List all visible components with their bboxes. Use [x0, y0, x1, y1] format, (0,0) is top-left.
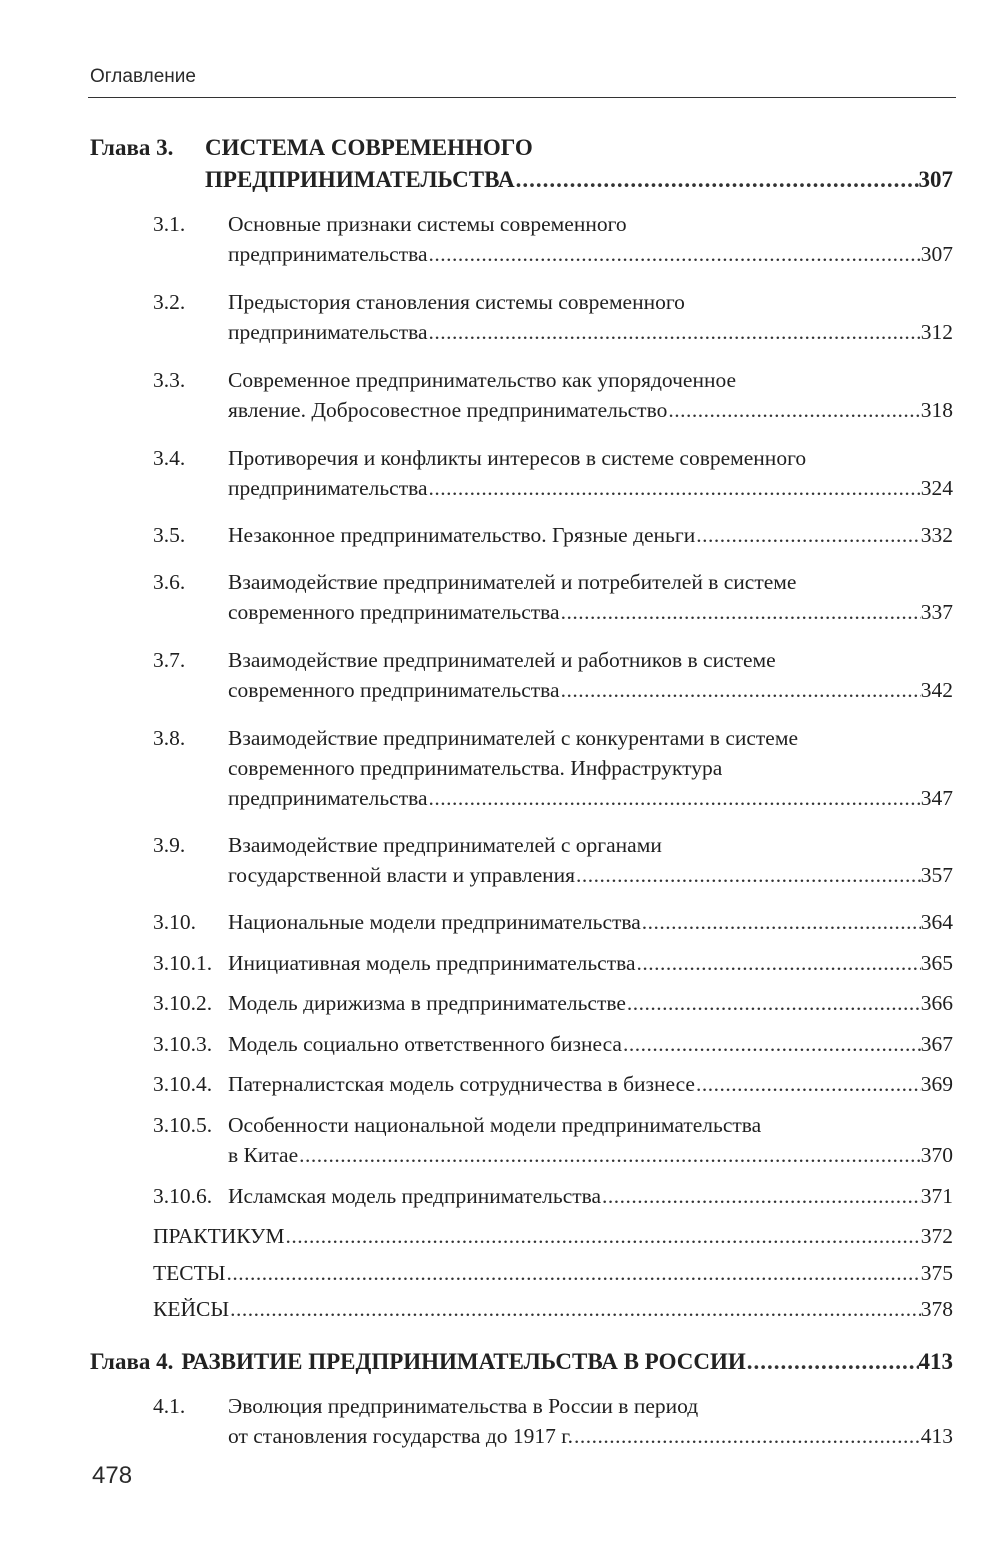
section-entry-last-line: [228, 674, 953, 706]
dot-leader: [428, 238, 921, 270]
section-number: 3.4.: [153, 446, 186, 470]
chapter-3-title-line-2: [205, 164, 953, 196]
section-title: современного предпринимательства: [228, 600, 560, 624]
header-rule: [88, 97, 956, 98]
dot-leader: [226, 1257, 921, 1289]
dot-leader: [667, 394, 920, 426]
section-title-line: Взаимодействие предпринимателей и потребителей в системе: [228, 570, 797, 594]
section-page: 367: [920, 1032, 953, 1056]
dot-leader: [695, 1068, 921, 1100]
section-title-line: Особенности национальной модели предпринимательства: [228, 1113, 762, 1137]
section-entry-last-line: [228, 472, 953, 504]
dot-leader: [573, 1420, 921, 1452]
section-page: 347: [920, 786, 953, 810]
section-page: 370: [920, 1143, 953, 1167]
section-number: 3.10.: [153, 910, 196, 934]
section-page: 413: [920, 1424, 953, 1448]
section-entry-last-line: [228, 1028, 953, 1060]
section-page: 324: [920, 476, 953, 500]
dot-leader: [285, 1220, 921, 1252]
chapter-4-title: РАЗВИТИЕ ПРЕДПРИНИМАТЕЛЬСТВА В РОССИИ: [181, 1349, 746, 1374]
section-title-line: Предыстория становления системы современного: [228, 290, 685, 314]
section-entry-last-line: [228, 906, 953, 938]
section-title-line: Взаимодействие предпринимателей и работников в системе: [228, 648, 776, 672]
section-title-line: Основные признаки системы современного: [228, 212, 627, 236]
section-entry-last-line: [228, 1420, 953, 1452]
section-number: 3.10.4.: [153, 1072, 213, 1096]
section-entry-last-line: [228, 1180, 953, 1212]
section-number: 3.2.: [153, 290, 186, 314]
section-title: от становления государства до 1917 г.: [228, 1424, 574, 1448]
section-entry-last-line: [228, 782, 953, 814]
section-title-line: Противоречия и конфликты интересов в системе современного: [228, 446, 807, 470]
appendix-page: 372: [920, 1224, 953, 1248]
dot-leader: [560, 674, 921, 706]
section-title: Модель социально ответственного бизнеса: [228, 1032, 622, 1056]
appendix-entry: [153, 1257, 953, 1289]
section-page: 318: [920, 398, 953, 422]
section-title-line: современного предпринимательства. Инфраструктура: [228, 756, 723, 780]
dot-leader: [575, 859, 921, 891]
section-number: 3.10.3.: [153, 1032, 213, 1056]
section-entry-last-line: [228, 1139, 953, 1171]
section-title: в Китае: [228, 1143, 299, 1167]
section-page: 371: [920, 1184, 953, 1208]
section-number: 3.8.: [153, 726, 186, 750]
section-entry-last-line: [228, 238, 953, 270]
section-title: современного предпринимательства: [228, 678, 560, 702]
section-number: 3.10.1.: [153, 951, 213, 975]
section-entry-last-line: [228, 394, 953, 426]
section-number: 3.10.2.: [153, 991, 213, 1015]
section-page: 369: [920, 1072, 953, 1096]
dot-leader: [428, 316, 921, 348]
dot-leader: [636, 947, 921, 979]
section-number: 3.7.: [153, 648, 186, 672]
section-title: предпринимательства: [228, 320, 428, 344]
chapter-3-label: Глава 3.: [90, 135, 174, 160]
dot-leader: [229, 1293, 921, 1325]
section-number: 3.5.: [153, 523, 186, 547]
section-page: 312: [920, 320, 953, 344]
appendix-page: 375: [920, 1261, 953, 1285]
appendix-entry: [153, 1220, 953, 1252]
dot-leader: [560, 596, 921, 628]
section-page: 366: [920, 991, 953, 1015]
running-head: Оглавление: [90, 66, 196, 87]
section-title-line: Эволюция предпринимательства в России в период: [228, 1394, 699, 1418]
section-number: 3.10.5.: [153, 1113, 213, 1137]
section-title: предпринимательства: [228, 476, 428, 500]
appendix-title: КЕЙСЫ: [153, 1297, 230, 1321]
section-entry-last-line: [228, 987, 953, 1019]
section-number: 4.1.: [153, 1394, 186, 1418]
chapter-4-label: Глава 4.: [90, 1349, 174, 1374]
chapter-4-heading: [90, 1346, 953, 1378]
section-title: государственной власти и управления: [228, 863, 576, 887]
dot-leader: [695, 519, 921, 551]
section-number: 3.9.: [153, 833, 186, 857]
section-entry-last-line: [228, 596, 953, 628]
dot-leader: [746, 1346, 919, 1378]
section-entry-last-line: [228, 947, 953, 979]
section-number: 3.3.: [153, 368, 186, 392]
section-title-line: Взаимодействие предпринимателей с органами: [228, 833, 662, 857]
section-page: 357: [920, 863, 953, 887]
chapter-4-page: 413: [918, 1349, 953, 1374]
chapter-3-heading: [90, 132, 173, 164]
section-page: 332: [920, 523, 953, 547]
dot-leader: [428, 472, 921, 504]
section-number: 3.10.6.: [153, 1184, 213, 1208]
appendix-title: ТЕСТЫ: [153, 1261, 226, 1285]
dot-leader: [298, 1139, 921, 1171]
appendix-title: ПРАКТИКУМ: [153, 1224, 285, 1248]
section-title: Незаконное предпринимательство. Грязные деньги: [228, 523, 696, 547]
section-title: Исламская модель предпринимательства: [228, 1184, 602, 1208]
section-title: Патерналистская модель сотрудничества в бизнесе: [228, 1072, 695, 1096]
section-title-line: Взаимодействие предпринимателей с конкурентами в системе: [228, 726, 798, 750]
section-page: 307: [920, 242, 953, 266]
section-entry-last-line: [228, 1068, 953, 1100]
section-page: 337: [920, 600, 953, 624]
section-title: Инициативная модель предпринимательства: [228, 951, 636, 975]
section-page: 342: [920, 678, 953, 702]
chapter-3-page: 307: [918, 167, 953, 192]
dot-leader: [626, 987, 921, 1019]
section-page: 364: [920, 910, 953, 934]
section-entry-last-line: [228, 859, 953, 891]
section-title: предпринимательства: [228, 242, 428, 266]
dot-leader: [428, 782, 921, 814]
appendix-page: 378: [920, 1297, 953, 1321]
section-title: предпринимательства: [228, 786, 428, 810]
dot-leader: [515, 164, 919, 196]
dot-leader: [622, 1028, 921, 1060]
section-number: 3.6.: [153, 570, 186, 594]
section-entry-last-line: [228, 519, 953, 551]
section-title-line: Современное предпринимательство как упорядоченное: [228, 368, 737, 392]
section-title: Национальные модели предпринимательства: [228, 910, 641, 934]
page-number: 478: [92, 1462, 133, 1489]
dot-leader: [601, 1180, 921, 1212]
dot-leader: [641, 906, 921, 938]
section-title: Модель дирижизма в предпринимательстве: [228, 991, 626, 1015]
section-page: 365: [920, 951, 953, 975]
section-entry-last-line: [228, 316, 953, 348]
chapter-3-title-end: ПРЕДПРИНИМАТЕЛЬСТВА: [205, 167, 515, 192]
chapter-3-title-line-1: СИСТЕМА СОВРЕМЕННОГО: [205, 135, 533, 160]
section-title: явление. Добросовестное предпринимательство: [228, 398, 668, 422]
appendix-entry: [153, 1293, 953, 1325]
section-number: 3.1.: [153, 212, 186, 236]
